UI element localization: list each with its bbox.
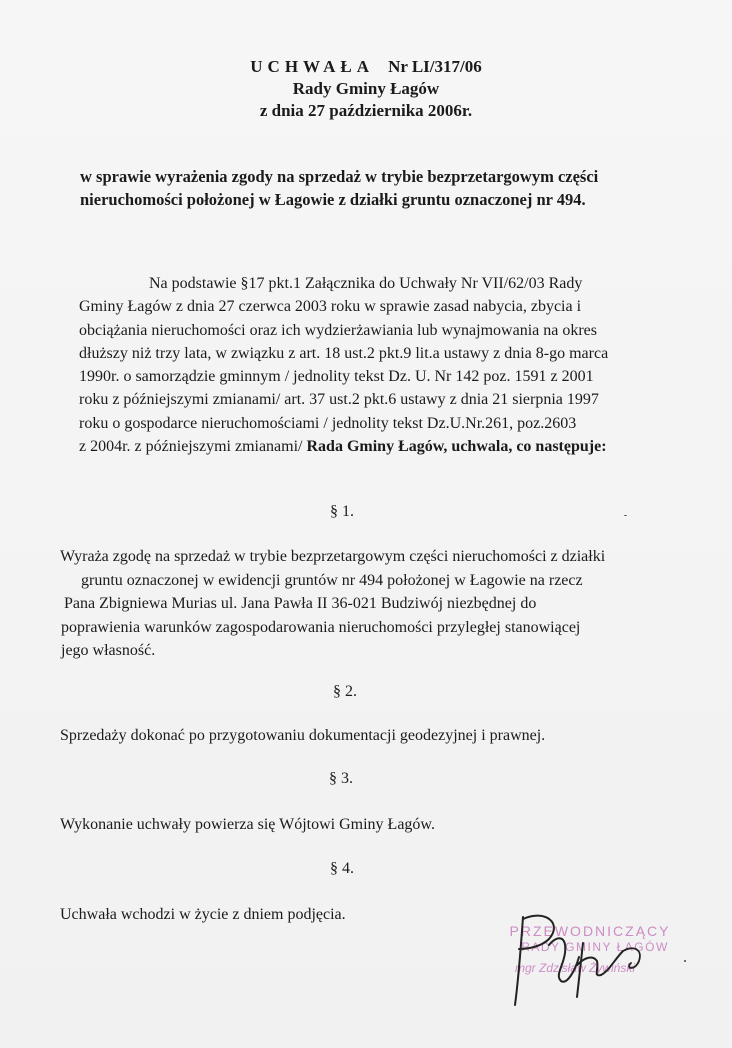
resolution-issuer: Rady Gminy Łagów — [292, 79, 440, 98]
section-1-sign: § 1. — [330, 503, 354, 520]
resolution-subject — [80, 165, 720, 211]
resolution-number: Nr LI/317/06 — [388, 57, 482, 76]
section-line: Uchwała wchodzi w życie z dniem podjęcia. — [60, 906, 346, 923]
resolution-date: z dnia 27 października 2006r. — [259, 101, 473, 120]
section-1-body — [60, 545, 720, 663]
council-resolves-text: Rada Gminy Łagów, uchwala, co następuje: — [306, 438, 607, 456]
stamp-body: RADY GMINY ŁAGÓW — [521, 940, 669, 954]
section-line: Sprzedaży dokonać po przygotowaniu dokumentacji geodezyjnej i prawnej. — [60, 727, 546, 744]
section-3-body — [60, 813, 720, 837]
basis-line: 1990r. o samorządzie gminnym / jednolity tekst Dz. U. Nr 142 poz. 1591 z 2001 — [79, 368, 594, 386]
resolution-title — [0, 56, 732, 78]
section-line: poprawienia warunków zagospodarowania nieruchomości przyległej stanowiącej — [61, 618, 581, 636]
stamp-name: mgr Zdzisław Żywiński — [514, 961, 635, 975]
basis-line: dłuższy niż trzy lata, w związku z art. 18 ust.2 pkt.9 lit.a ustawy z dnia 8-go marca — [79, 344, 609, 362]
basis-line: Gminy Łagów z dnia 27 czerwca 2003 roku w sprawie zasad nabycia, zbycia i — [79, 298, 582, 316]
basis-line: roku o gospodarce nieruchomościami / jednolity tekst Dz.U.Nr.261, poz.2603 — [79, 414, 577, 432]
legal-basis — [79, 272, 719, 458]
section-line: Pana Zbigniewa Murias ul. Jana Pawła II 36-021 Budziwój niezbędnej do — [64, 595, 537, 612]
resolution-header — [0, 56, 732, 122]
section-3-sign: § 3. — [329, 770, 353, 787]
section-2-sign: § 2. — [333, 683, 357, 700]
subject-line: w sprawie wyrażenia zgody na sprzedaż w trybie bezprzetargowym części — [80, 167, 599, 186]
section-line: gruntu oznaczonej w ewidencji gruntów nr 494 położonej w Łagowie na rzecz — [81, 571, 583, 589]
section-2-body — [60, 724, 720, 748]
basis-final-text: z 2004r. z późniejszymi zmianami/ — [79, 438, 307, 456]
section-line: jego własność. — [61, 642, 156, 659]
basis-line: roku z późniejszymi zmianami/ art. 37 ust.2 pkt.6 ustawy z dnia 21 sierpnia 1997 — [79, 391, 599, 409]
handwritten-signature — [505, 905, 675, 1015]
section-line: Wykonanie uchwały powierza się Wójtowi Gminy Łagów. — [60, 816, 435, 833]
scan-speck — [684, 960, 686, 962]
subject-line: nieruchomości położonej w Łagowie z działki gruntu oznaczonej nr 494. — [80, 190, 586, 209]
basis-line-final — [79, 435, 719, 458]
basis-line: Na podstawie §17 pkt.1 Załącznika do Uchwały Nr VII/62/03 Rady — [149, 275, 583, 292]
basis-line: obciążania nieruchomości oraz ich wydzierżawiania lub wynajmowania na okres — [79, 321, 598, 339]
resolution-title-word: UCHWAŁA — [250, 57, 375, 76]
scan-speck — [624, 515, 627, 516]
section-4-sign: § 4. — [330, 860, 354, 877]
stamp-role: PRZEWODNICZĄCY — [509, 923, 671, 939]
section-line: Wyraża zgodę na sprzedaż w trybie bezprzetargowym części nieruchomości z działki — [60, 548, 606, 565]
